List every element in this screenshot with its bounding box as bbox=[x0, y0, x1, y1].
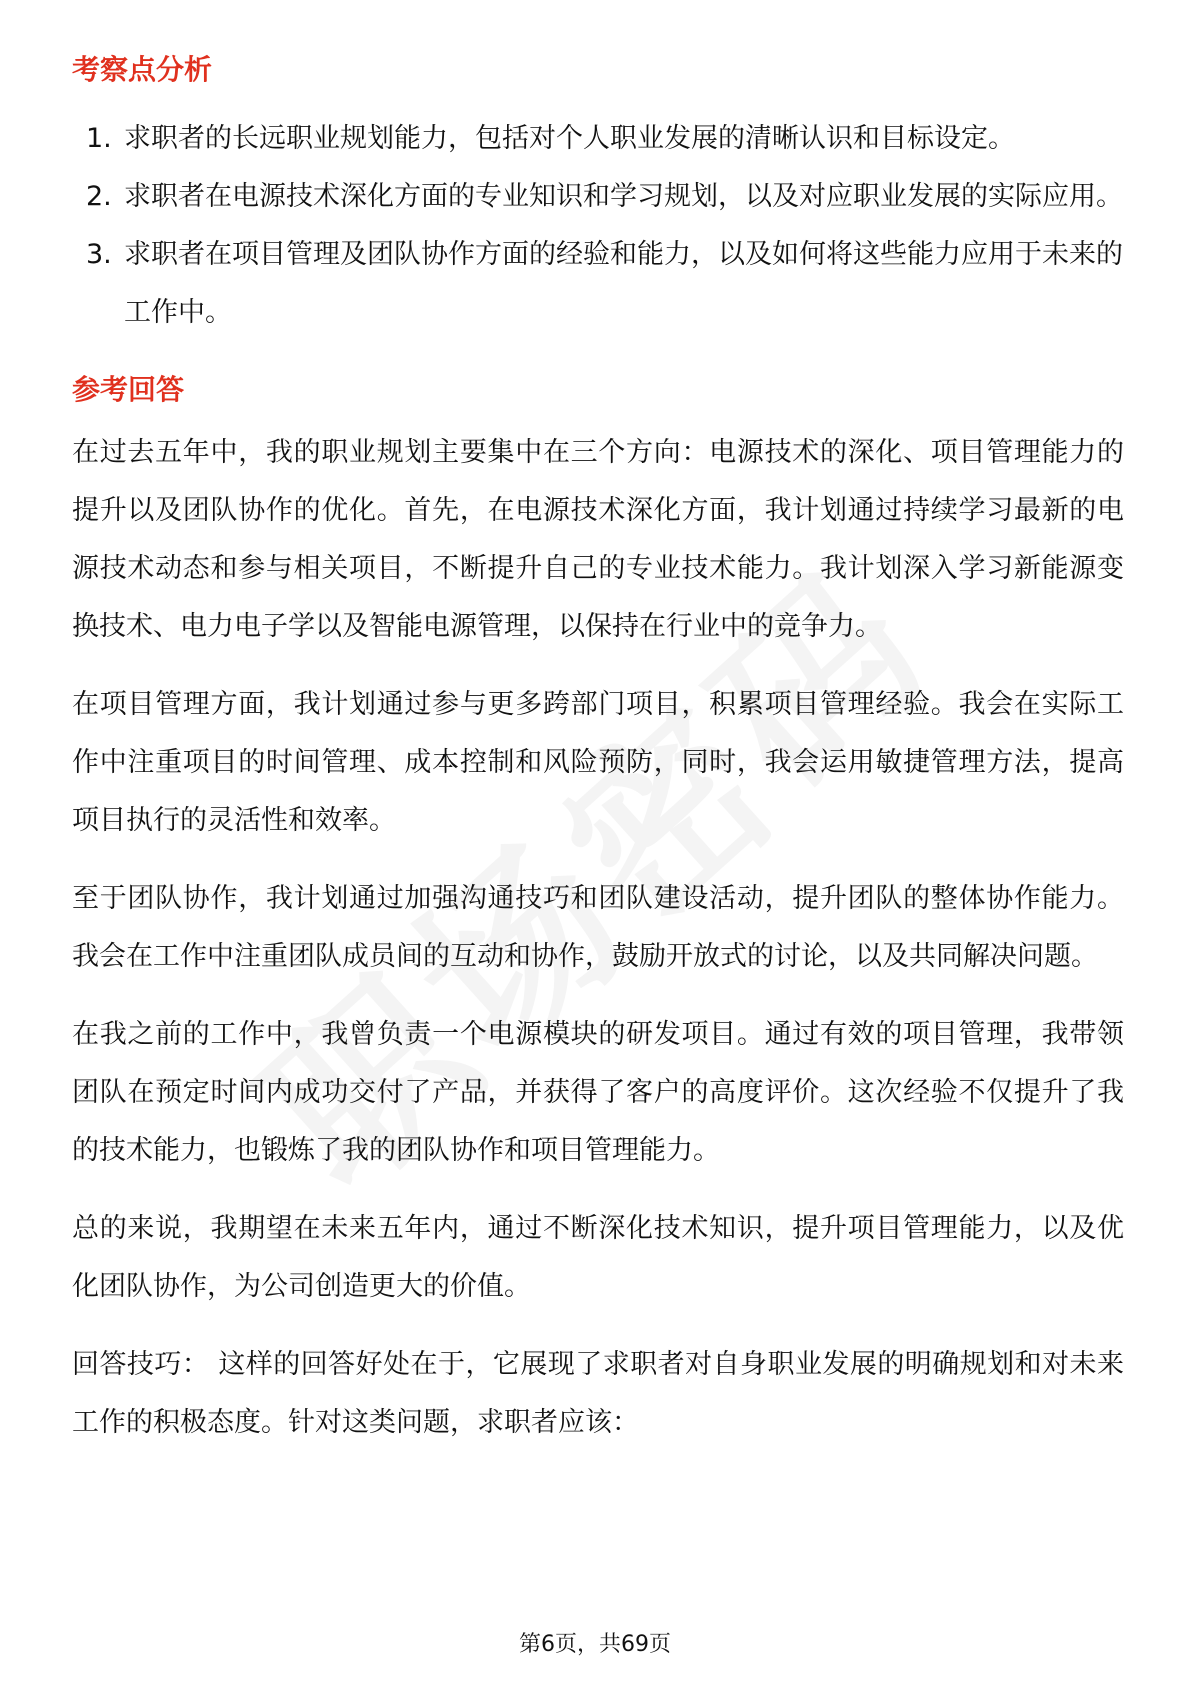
answer-paragraph: 总的来说，我期望在未来五年内，通过不断深化技术知识，提升项目管理能力，以及优化团队协作，为公司创造更大的价值。 bbox=[72, 1213, 1124, 1302]
answer-paragraph: 至于团队协作，我计划通过加强沟通技巧和团队建设活动，提升团队的整体协作能力。我会在工作中注重团队成员间的互动和协作，鼓励开放式的讨论，以及共同解决问题。 bbox=[72, 883, 1124, 972]
page-number: 第6页，共69页 bbox=[519, 1632, 671, 1657]
answer-paragraph: 在项目管理方面，我计划通过参与更多跨部门项目，积累项目管理经验。我会在实际工作中注重项目的时间管理、成本控制和风险预防，同时，我会运用敏捷管理方法，提高项目执行的灵活性和效率。 bbox=[72, 689, 1124, 836]
list-item-text: 求职者在项目管理及团队协作方面的经验和能力，以及如何将这些能力应用于未来的工作中。 bbox=[124, 239, 1123, 328]
section-heading-answer: 参考回答 bbox=[72, 373, 185, 406]
list-item bbox=[72, 168, 1124, 226]
list-item-number: 3. bbox=[86, 239, 112, 270]
list-item-number: 1. bbox=[86, 123, 112, 154]
list-item bbox=[72, 226, 1124, 342]
list-item bbox=[72, 110, 1124, 168]
analysis-list bbox=[72, 110, 1124, 342]
list-item-text: 求职者的长远职业规划能力，包括对个人职业发展的清晰认识和目标设定。 bbox=[124, 123, 1015, 154]
list-item-text: 求职者在电源技术深化方面的专业知识和学习规划，以及对应职业发展的实际应用。 bbox=[124, 181, 1123, 212]
answer-tips-paragraph: 回答技巧： 这样的回答好处在于，它展现了求职者对自身职业发展的明确规划和对未来工作的积极态度。针对这类问题，求职者应该： bbox=[72, 1349, 1124, 1438]
document-body bbox=[72, 50, 1124, 1452]
section-heading-analysis: 考察点分析 bbox=[72, 53, 213, 86]
list-item-number: 2. bbox=[86, 181, 112, 212]
answer-paragraph: 在过去五年中，我的职业规划主要集中在三个方向：电源技术的深化、项目管理能力的提升以及团队协作的优化。首先，在电源技术深化方面，我计划通过持续学习最新的电源技术动态和参与相关项目，不断提升自己的专业技术能力。我计划深入学习新能源变换技术、电力电子学以及智能电源管理，以保持在行业中的竞争力。 bbox=[72, 437, 1124, 642]
answer-paragraph: 在我之前的工作中，我曾负责一个电源模块的研发项目。通过有效的项目管理，我带领团队在预定时间内成功交付了产品，并获得了客户的高度评价。这次经验不仅提升了我的技术能力，也锻炼了我的团队协作和项目管理能力。 bbox=[72, 1019, 1124, 1166]
